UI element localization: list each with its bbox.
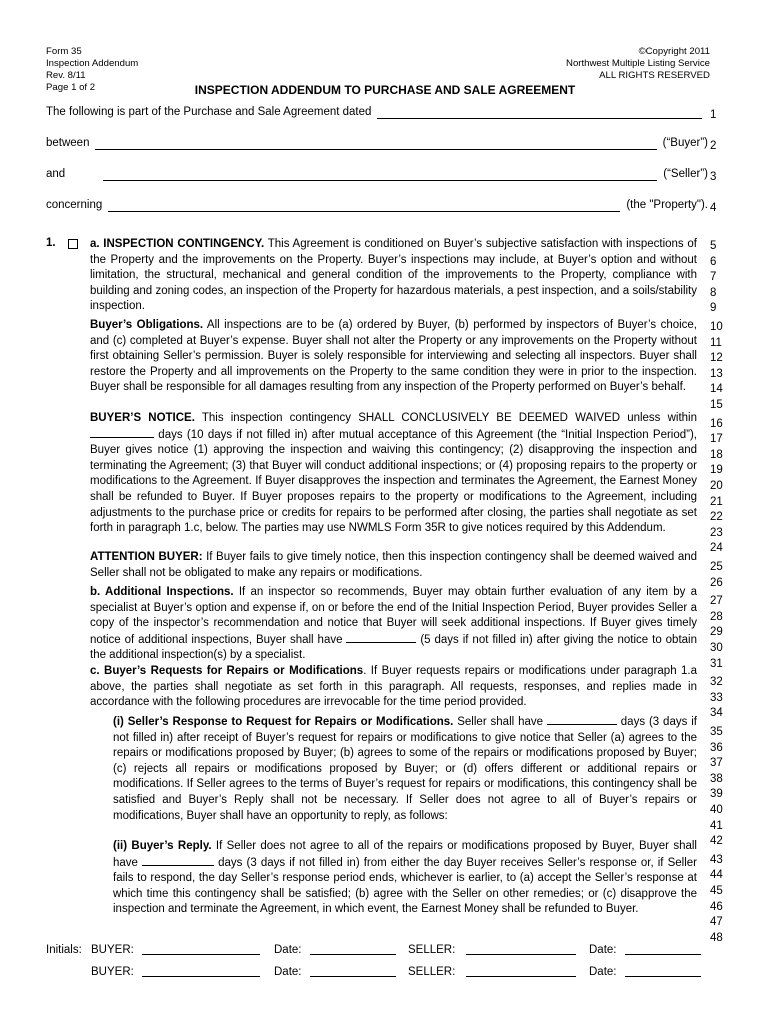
property-tail: (the "Property"). bbox=[626, 199, 708, 211]
para-repair-requests: c. Buyer’s Requests for Repairs or Modifications. If Buyer requests repairs or modifications under paragraph 1.a above, the parties shall negotiate as set forth in this paragraph. All requests, responses, and replies made in accordance with the following procedures are irrevocable for the time period provided. bbox=[90, 665, 698, 709]
para-a-heading: a. INSPECTION CONTINGENCY. bbox=[90, 238, 265, 250]
between-label: between bbox=[46, 137, 90, 149]
line-number: 25 bbox=[710, 561, 723, 573]
line-number: 28 bbox=[710, 610, 723, 623]
obligations-heading: Buyer’s Obligations. bbox=[90, 319, 204, 331]
line-number: 34 bbox=[710, 707, 723, 720]
line-number: 22 bbox=[710, 511, 723, 524]
para-seller-response: (i) Seller’s Response to Request for Repairs or Modifications. Seller shall have days (3 days if not filled in) after receipt of Buyer’s request for repairs or modifications to give notice that Seller (a) agrees to the repairs or modifications proposed by Buyer; (b) agrees to some of the repairs or modifications proposed by Buyer; (c) rejects all repairs or modifications proposed by Buyer; or (d) offers different or additional repairs or modifications. If Seller agrees to the terms of Buyer’s request for repairs or modifications, this contingency shall be satisfied and Buyer’s Reply shall not be necessary. If Seller does not agree to all of Buyer’s repairs or modifications, Buyer shall have an opportunity to reply, as follows: bbox=[113, 716, 697, 822]
line-number: 13 bbox=[710, 367, 723, 380]
buyer-name-field[interactable] bbox=[95, 137, 656, 150]
buyer-reply-days-field[interactable] bbox=[142, 855, 214, 866]
line-number: 44 bbox=[710, 869, 723, 882]
seller-name-field[interactable] bbox=[103, 168, 657, 181]
form-name: Inspection Addendum bbox=[46, 58, 139, 69]
line-number: 12 bbox=[710, 352, 723, 365]
line-number: 41 bbox=[710, 819, 723, 832]
para-cii-heading: (ii) Buyer’s Reply. bbox=[113, 840, 212, 852]
initials-row-1 bbox=[46, 940, 706, 956]
buyer-line bbox=[46, 134, 708, 150]
seller-initials-label: SELLER: bbox=[408, 944, 456, 956]
buyer-tail: (“Buyer”) bbox=[662, 137, 708, 149]
seller2-initials-field[interactable] bbox=[466, 965, 576, 977]
concerning-label: concerning bbox=[46, 199, 103, 211]
line-number: 45 bbox=[710, 885, 723, 897]
seller2-initials-label: SELLER: bbox=[408, 966, 456, 978]
para-buyer-obligations: Buyer’s Obligations. All inspections are to be (a) ordered by Buyer, (b) performed by inspectors of Buyer’s choice, and (c) completed at Buyer’s expense. Buyer shall not alter the Property or any improvements on the Property without first obtaining Seller’s permission. Buyer is solely responsible for interviewing and selecting all inspectors. Buyer shall restore the Property and all improvements on the Property to the same condition they were in prior to the inspection. Buyer shall be responsible for all damages resulting from any inspection of the Property performed on Buyer’s behalf. bbox=[90, 319, 698, 394]
line-number: 21 bbox=[710, 495, 723, 508]
seller-date-label: Date: bbox=[589, 944, 617, 956]
line-number: 1 bbox=[710, 109, 717, 121]
section-checkbox[interactable] bbox=[68, 239, 78, 249]
line-number: 19 bbox=[710, 464, 723, 477]
line-number: 38 bbox=[710, 772, 723, 785]
line-number: 2 bbox=[710, 140, 717, 152]
inspection-days-field[interactable] bbox=[90, 427, 154, 438]
line-number: 20 bbox=[710, 480, 723, 492]
seller-tail: (“Seller”) bbox=[663, 168, 708, 180]
para-buyers-notice: BUYER’S NOTICE. This inspection contingency SHALL CONCLUSIVELY BE DEEMED WAIVED unless within days (10 days if not filled in) after mutual acceptance of this Agreement (the “Initial Inspection Period”), Buyer gives notice (1) approving the inspection and waiving this contingency; (2) disapproving the inspection and terminating the Agreement; (3) that Buyer will conduct additional inspections; or (4) proposing repairs to the property or modifications to the Agreement. If Buyer disapproves the inspection and terminates the Agreement, the Earnest Money shall be refunded to Buyer. If Buyer proposes repairs to the property or modifications to the Agreement, including adjustments to the purchase price or credits for repairs to be performed after closing, the parties shall negotiate as set forth in paragraph 1.c, below. The parties may use NWMLS Form 35R to give notices required by this Addendum. bbox=[90, 412, 697, 535]
rights-reserved: ALL RIGHTS RESERVED bbox=[599, 70, 710, 81]
document-title: INSPECTION ADDENDUM TO PURCHASE AND SALE AGREEMENT bbox=[194, 83, 576, 97]
line-number: 26 bbox=[710, 576, 723, 589]
para-c-heading: c. Buyer’s Requests for Repairs or Modifications bbox=[90, 665, 364, 677]
buyer-date-label: Date: bbox=[274, 944, 302, 956]
agreement-date-field[interactable] bbox=[377, 106, 702, 119]
para-b-heading: b. Additional Inspections. bbox=[90, 586, 234, 598]
property-field[interactable] bbox=[108, 199, 620, 212]
para-inspection-contingency: a. INSPECTION CONTINGENCY. This Agreement is conditioned on Buyer’s subjective satisfaction with inspections of the Property and the improvements on the Property. Buyer’s inspections may include, at Buyer’s option and without limitation, the structural, mechanical and general condition of the improvements to the Property, compliance with building and zoning codes, an inspection of the Property for hazardous materials, a pest inspection, and a soils/stability inspection. bbox=[90, 238, 697, 313]
line-number: 39 bbox=[710, 788, 723, 801]
line-number: 16 bbox=[710, 417, 723, 430]
buyer-initials-label: BUYER: bbox=[91, 944, 134, 956]
line-number: 7 bbox=[710, 271, 717, 284]
form-number: Form 35 bbox=[46, 46, 82, 57]
and-label: and bbox=[46, 168, 66, 180]
line-number: 5 bbox=[710, 240, 717, 252]
line-number: 47 bbox=[710, 916, 723, 929]
seller2-date-label: Date: bbox=[589, 966, 617, 978]
buyer2-date-field[interactable] bbox=[310, 965, 396, 977]
copyright: ©Copyright 2011 bbox=[638, 46, 710, 57]
line-number: 37 bbox=[710, 757, 723, 770]
line-number: 36 bbox=[710, 741, 723, 754]
agreement-date-line bbox=[46, 103, 708, 119]
line-number: 40 bbox=[710, 804, 723, 816]
line-number: 10 bbox=[710, 321, 723, 333]
line-number: 23 bbox=[710, 526, 723, 539]
line-number: 33 bbox=[710, 691, 723, 704]
line-number: 43 bbox=[710, 853, 723, 866]
line-number: 46 bbox=[710, 900, 723, 913]
line-number: 17 bbox=[710, 433, 723, 446]
section-number: 1. bbox=[46, 237, 56, 249]
buyer2-date-label: Date: bbox=[274, 966, 302, 978]
line-number: 15 bbox=[710, 399, 723, 411]
buyer2-initials-field[interactable] bbox=[142, 965, 260, 977]
line-number: 4 bbox=[710, 202, 717, 214]
seller2-date-field[interactable] bbox=[625, 965, 701, 977]
line-number: 14 bbox=[710, 383, 723, 396]
form-revision: Rev. 8/11 bbox=[46, 70, 86, 81]
seller-response-days-field[interactable] bbox=[547, 714, 617, 725]
line-number: 8 bbox=[710, 286, 717, 299]
line-number: 3 bbox=[710, 171, 717, 183]
line-number: 27 bbox=[710, 595, 723, 608]
initials-row-2 bbox=[46, 962, 706, 978]
para-ci-heading: (i) Seller’s Response to Request for Repairs or Modifications. bbox=[113, 716, 454, 728]
agreement-date-label: The following is part of the Purchase and Sale Agreement dated bbox=[46, 106, 372, 118]
attention-heading: ATTENTION BUYER: bbox=[90, 551, 203, 563]
seller-date-field[interactable] bbox=[625, 943, 701, 955]
line-number: 24 bbox=[710, 542, 723, 555]
line-number: 42 bbox=[710, 835, 723, 848]
notice-heading: BUYER’S NOTICE. bbox=[90, 412, 195, 424]
seller-line bbox=[46, 165, 708, 181]
initials-label: Initials: bbox=[46, 944, 82, 956]
seller-initials-field[interactable] bbox=[466, 943, 576, 955]
buyer2-initials-label: BUYER: bbox=[91, 966, 134, 978]
line-number: 35 bbox=[710, 726, 723, 738]
line-number: 30 bbox=[710, 642, 723, 654]
line-number: 9 bbox=[710, 302, 717, 315]
page-indicator: Page 1 of 2 bbox=[46, 82, 96, 93]
line-number: 11 bbox=[710, 336, 722, 349]
additional-days-field[interactable] bbox=[346, 632, 416, 643]
buyer-date-field[interactable] bbox=[310, 943, 396, 955]
organization: Northwest Multiple Listing Service bbox=[566, 58, 710, 69]
buyer-initials-field[interactable] bbox=[142, 943, 260, 955]
line-number: 29 bbox=[710, 626, 723, 639]
form-header-right bbox=[566, 46, 710, 82]
line-number: 32 bbox=[710, 676, 723, 689]
line-number: 18 bbox=[710, 448, 723, 461]
para-buyer-reply: (ii) Buyer’s Reply. If Seller does not agree to all of the repairs or modifications proposed by Buyer, Buyer shall have days (3 days if not filled in) from either the day Buyer receives Seller’s response or, if Seller fails to respond, the day Seller’s response period ends, whichever is earlier, to (a) accept the Seller’s response at which time this contingency shall be satisfied; (b) agree with the Seller on other remedies; or (c) disapprove the inspection and terminate the Agreement, in which event, the Earnest Money shall be refunded to Buyer. bbox=[113, 840, 697, 916]
para-additional-inspections: b. Additional Inspections. If an inspector so recommends, Buyer may obtain further evaluation of any item by a specialist at Buyer’s option and expense if, on or before the end of the Initial Inspection Period, Buyer provides Seller a copy of the inspector’s recommendation and notice that Buyer will seek additional inspections. If Buyer gives timely notice of additional inspections, Buyer shall have (5 days if not filled in) after giving the notice to obtain the additional inspection(s) by a specialist. bbox=[90, 586, 697, 662]
line-number: 31 bbox=[710, 657, 723, 670]
line-number: 48 bbox=[710, 931, 723, 944]
line-number: 6 bbox=[710, 255, 717, 268]
property-line bbox=[46, 196, 708, 212]
para-attention-buyer: ATTENTION BUYER: If Buyer fails to give timely notice, then this inspection contingency shall be deemed waived and Seller shall not be obligated to make any repairs or modifications. bbox=[90, 551, 698, 579]
